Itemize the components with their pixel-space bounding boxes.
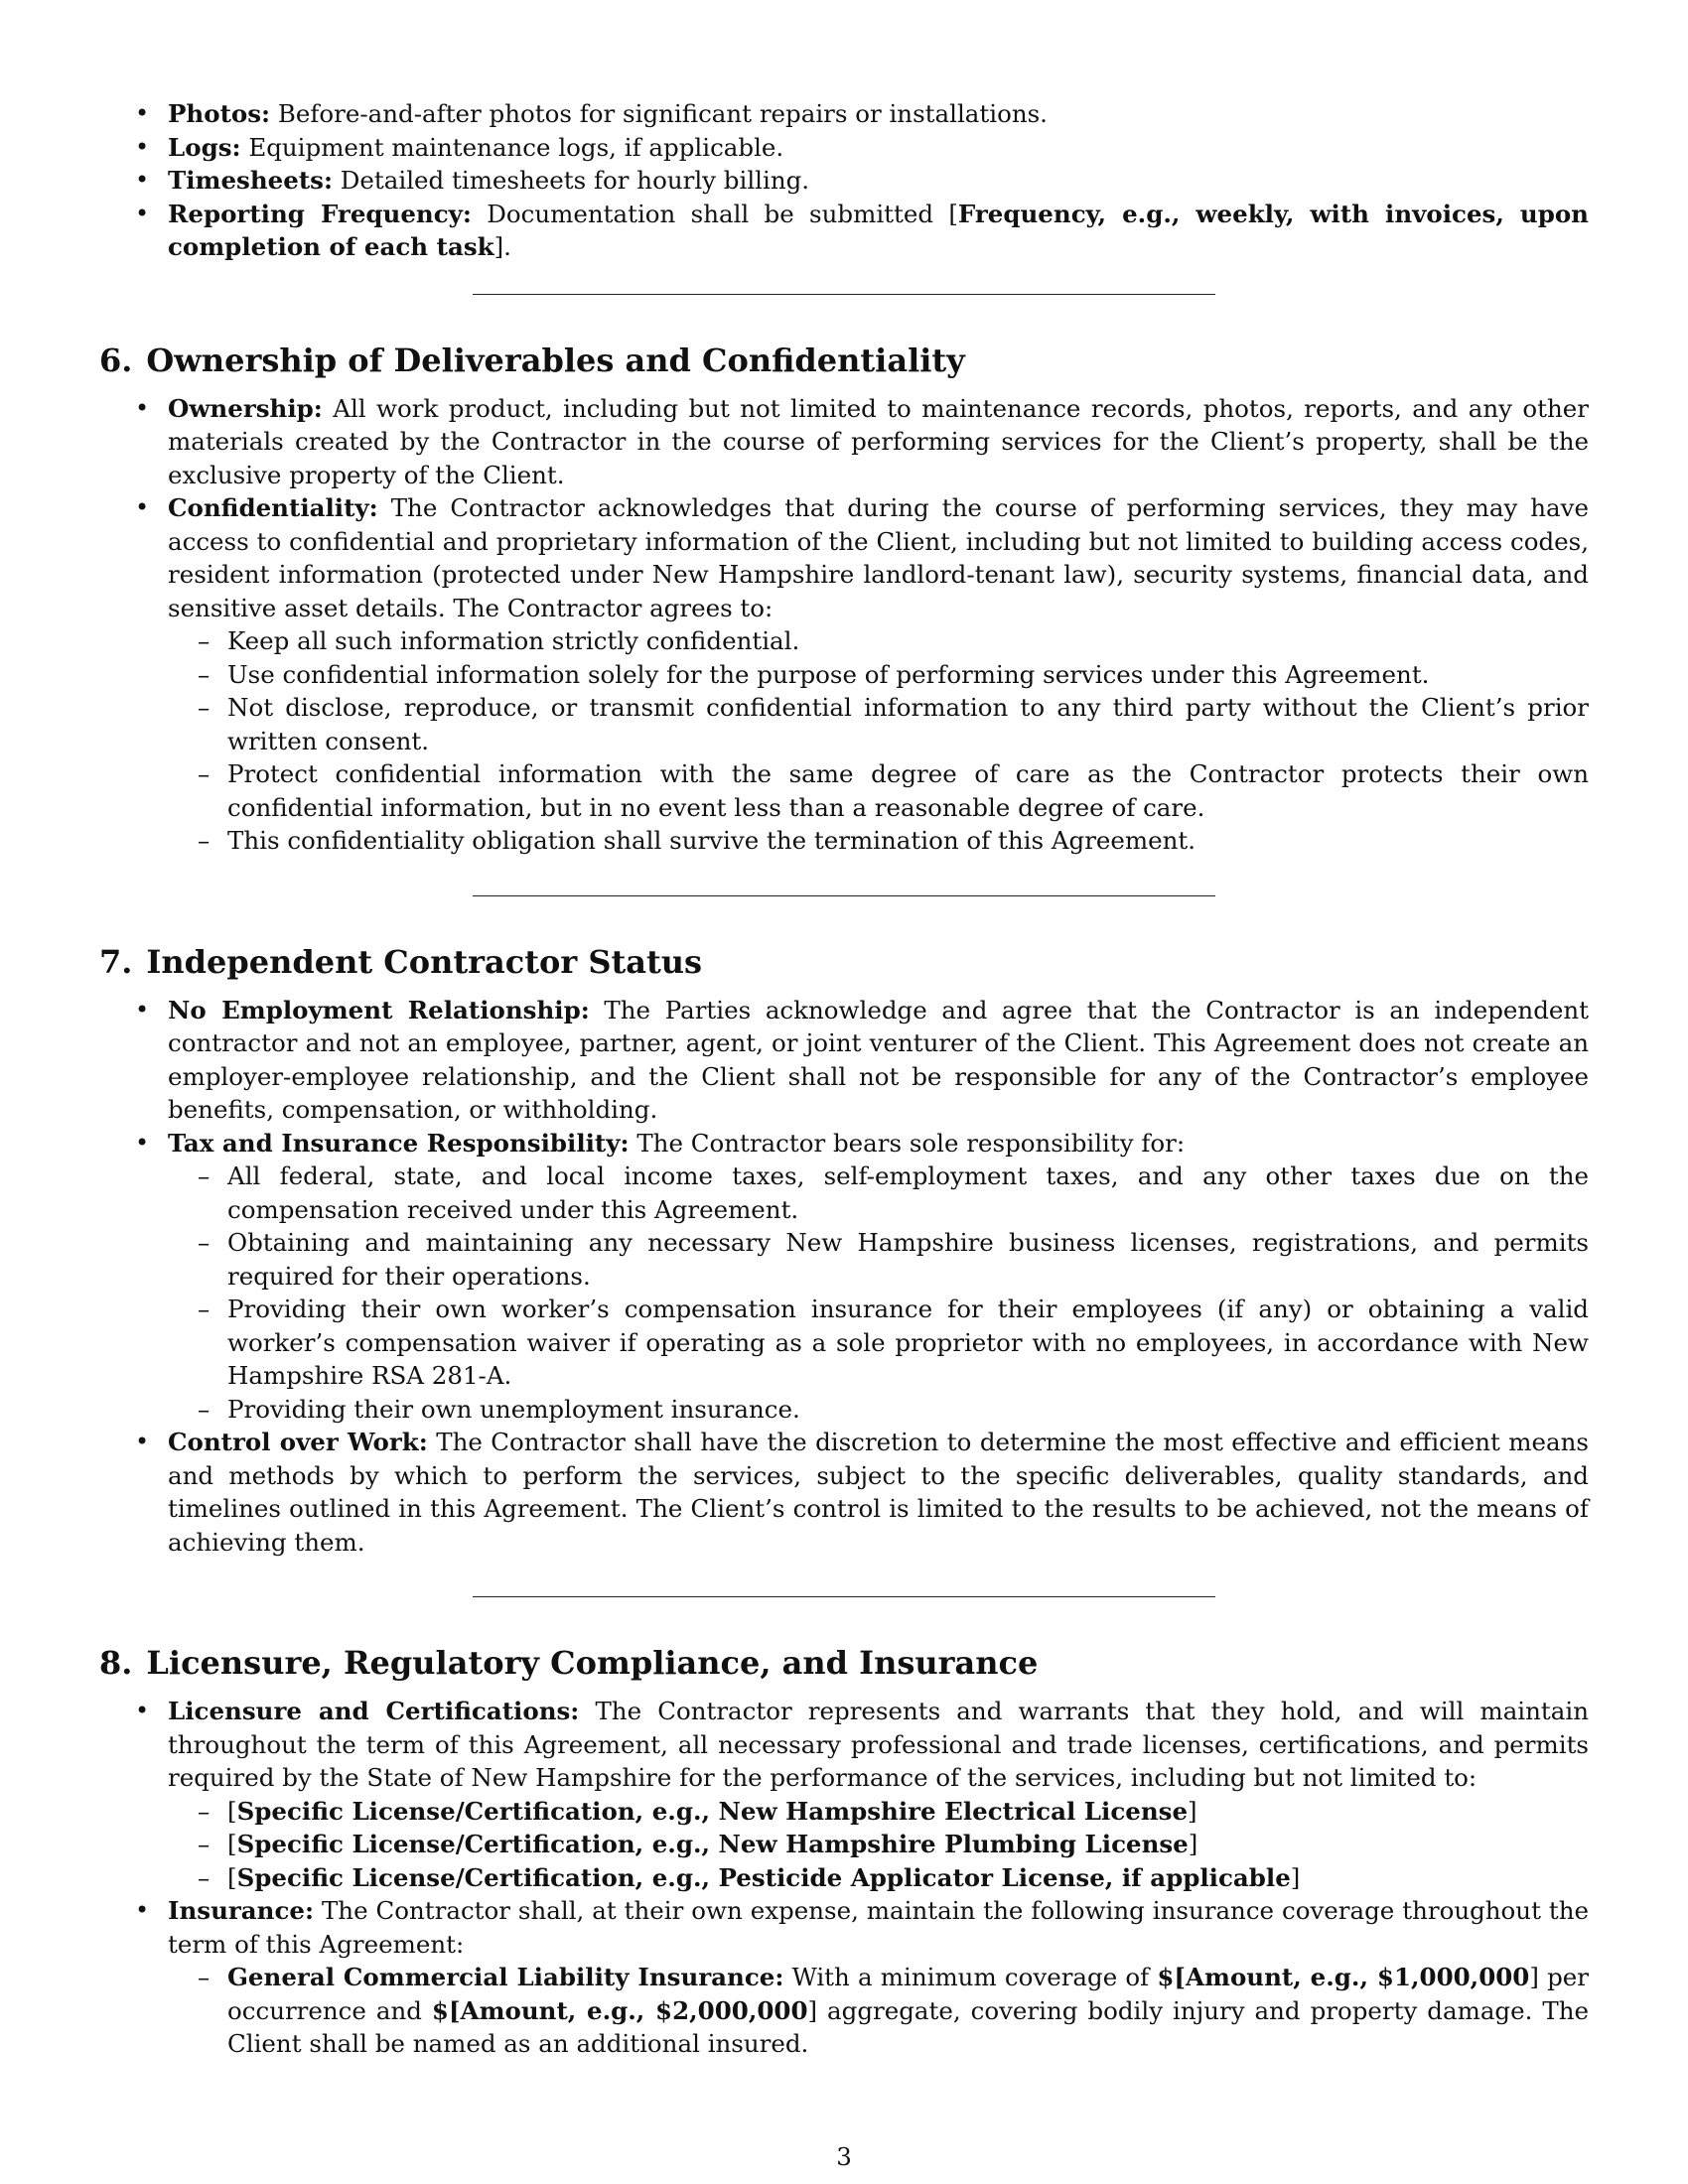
section-7-list (99, 994, 1589, 1560)
page-number: 3 (836, 2142, 852, 2171)
section-8-list (99, 1695, 1589, 2061)
section-divider (473, 1596, 1215, 1597)
sublist-item: – All federal, state, and local income taxes, self-employment taxes, and any other taxes due on the compensation received under this Agreement. (168, 1160, 1589, 1226)
section-divider (473, 895, 1215, 896)
documentation-list (99, 97, 1589, 264)
list-item: • Photos: Before-and-after photos for significant repairs or installations. (99, 97, 1589, 131)
sublist-item: – Not disclose, reproduce, or transmit confidential information to any third party without the Client’s prior written consent. (168, 691, 1589, 757)
license-sublist (168, 1795, 1589, 1895)
section-6-heading: 6. Ownership of Deliverables and Confidentiality (99, 341, 965, 379)
list-item-confidentiality: • Confidentiality: The Contractor acknowledges that during the course of performing services, they may have access to confidential and proprietary information of the Client, including but not limited to building access codes, resident information (protected under New Hampshire landlord-tenant law), security systems, financial data, and sensitive asset details. The Contractor agrees to: – Keep all such information strictly confidential. – Use confidential information solely for the purpose of performing services under this Agreement. – Not disclose, reproduce, or transmit confidential information to any third party without the Client’s prior written consent. – Protect confidential information with the same degree of care as the Contractor protects their own confidential information, but in no event less than a reasonable degree of care. – This confidentiality obligation shall survive the termination of this Agreement. (99, 491, 1589, 858)
sublist-item: – Keep all such information strictly confidential. (168, 624, 1589, 658)
section-7-heading: 7. Independent Contractor Status (99, 942, 703, 981)
sublist-item: – [Specific License/Certification, e.g., Pesticide Applicator License, if applicable] (168, 1861, 1589, 1895)
section-6-list (99, 392, 1589, 858)
list-item-insurance: • Insurance: The Contractor shall, at their own expense, maintain the following insurance coverage throughout the term of this Agreement: – General Commercial Liability Insurance: With a minimum coverage of $[Amount, e.g., $1,000,000] per occurrence and $[Amount, e.g., $2,000,000] aggregate, covering bodily injury and property damage. The Client shall be named as an additional insured. (99, 1894, 1589, 2061)
list-item-no-employment: • No Employment Relationship: The Parties acknowledge and agree that the Contractor is an independent contractor and not an employee, partner, agent, or joint venturer of the Client. This Agreement does not create an employer-employee relationship, and the Client shall not be responsible for any of the Contractor’s employee benefits, compensation, or withholding. (99, 994, 1589, 1127)
insurance-sublist (168, 1961, 1589, 2061)
sublist-item: – Obtaining and maintaining any necessary New Hampshire business licenses, registrations, and permits required for their operations. (168, 1226, 1589, 1293)
list-item: • Timesheets: Detailed timesheets for hourly billing. (99, 164, 1589, 198)
sublist-item: – [Specific License/Certification, e.g., New Hampshire Electrical License] (168, 1795, 1589, 1829)
list-item-control-over-work: • Control over Work: The Contractor shall have the discretion to determine the most effective and efficient means and methods by which to perform the services, subject to the specific deliverables, quality standards, and timelines outlined in this Agreement. The Client’s control is limited to the results to be achieved, not the means of achieving them. (99, 1426, 1589, 1559)
list-item-reporting-frequency: • Reporting Frequency: Documentation shall be submitted [Frequency, e.g., weekly, with invoices, upon completion of each task]. (99, 198, 1589, 264)
sublist-item: – Providing their own worker’s compensation insurance for their employees (if any) or obtaining a valid worker’s compensation waiver if operating as a sole proprietor with no employees, in accordance with New Hampshire RSA 281-A. (168, 1293, 1589, 1393)
section-8-heading: 8. Licensure, Regulatory Compliance, and Insurance (99, 1644, 1039, 1682)
sublist-item: – This confidentiality obligation shall survive the termination of this Agreement. (168, 824, 1589, 858)
confidentiality-sublist (168, 624, 1589, 858)
list-item: • Logs: Equipment maintenance logs, if applicable. (99, 131, 1589, 165)
section-divider (473, 294, 1215, 295)
list-item-licensure: • Licensure and Certifications: The Contractor represents and warrants that they hold, and will maintain throughout the term of this Agreement, all necessary professional and trade licenses, certifications, and permits required by the State of New Hampshire for the performance of the services, including but not limited to: – [Specific License/Certification, e.g., New Hampshire Electrical License] – [Specific License/Certification, e.g., New Hampshire Plumbing License] – [Specific License/Certification, e.g., Pesticide Applicator License, if applicable] (99, 1695, 1589, 1894)
sublist-item-general-liability: – General Commercial Liability Insurance: With a minimum coverage of $[Amount, e.g., $1,000,000] per occurrence and $[Amount, e.g., $2,000,000] aggregate, covering bodily injury and property damage. The Client shall be named as an additional insured. (168, 1961, 1589, 2061)
sublist-item: – Providing their own unemployment insurance. (168, 1393, 1589, 1427)
page-content (99, 97, 1589, 2061)
list-item-tax-insurance: • Tax and Insurance Responsibility: The Contractor bears sole responsibility for: – All federal, state, and local income taxes, self-employment taxes, and any other taxes due on the compensation received under this Agreement. – Obtaining and maintaining any necessary New Hampshire business licenses, registrations, and permits required for their operations. – Providing their own worker’s compensation insurance for their employees (if any) or obtaining a valid worker’s compensation waiver if operating as a sole proprietor with no employees, in accordance with New Hampshire RSA 281-A. – Providing their own unemployment insurance. (99, 1127, 1589, 1427)
sublist-item: – Protect confidential information with the same degree of care as the Contractor protects their own confidential information, but in no event less than a reasonable degree of care. (168, 757, 1589, 824)
sublist-item: – [Specific License/Certification, e.g., New Hampshire Plumbing License] (168, 1828, 1589, 1861)
list-item-ownership: • Ownership: All work product, including but not limited to maintenance records, photos, reports, and any other materials created by the Contractor in the course of performing services for the Client’s property, shall be the exclusive property of the Client. (99, 392, 1589, 492)
tax-sublist (168, 1160, 1589, 1426)
sublist-item: – Use confidential information solely for the purpose of performing services under this Agreement. (168, 658, 1589, 692)
